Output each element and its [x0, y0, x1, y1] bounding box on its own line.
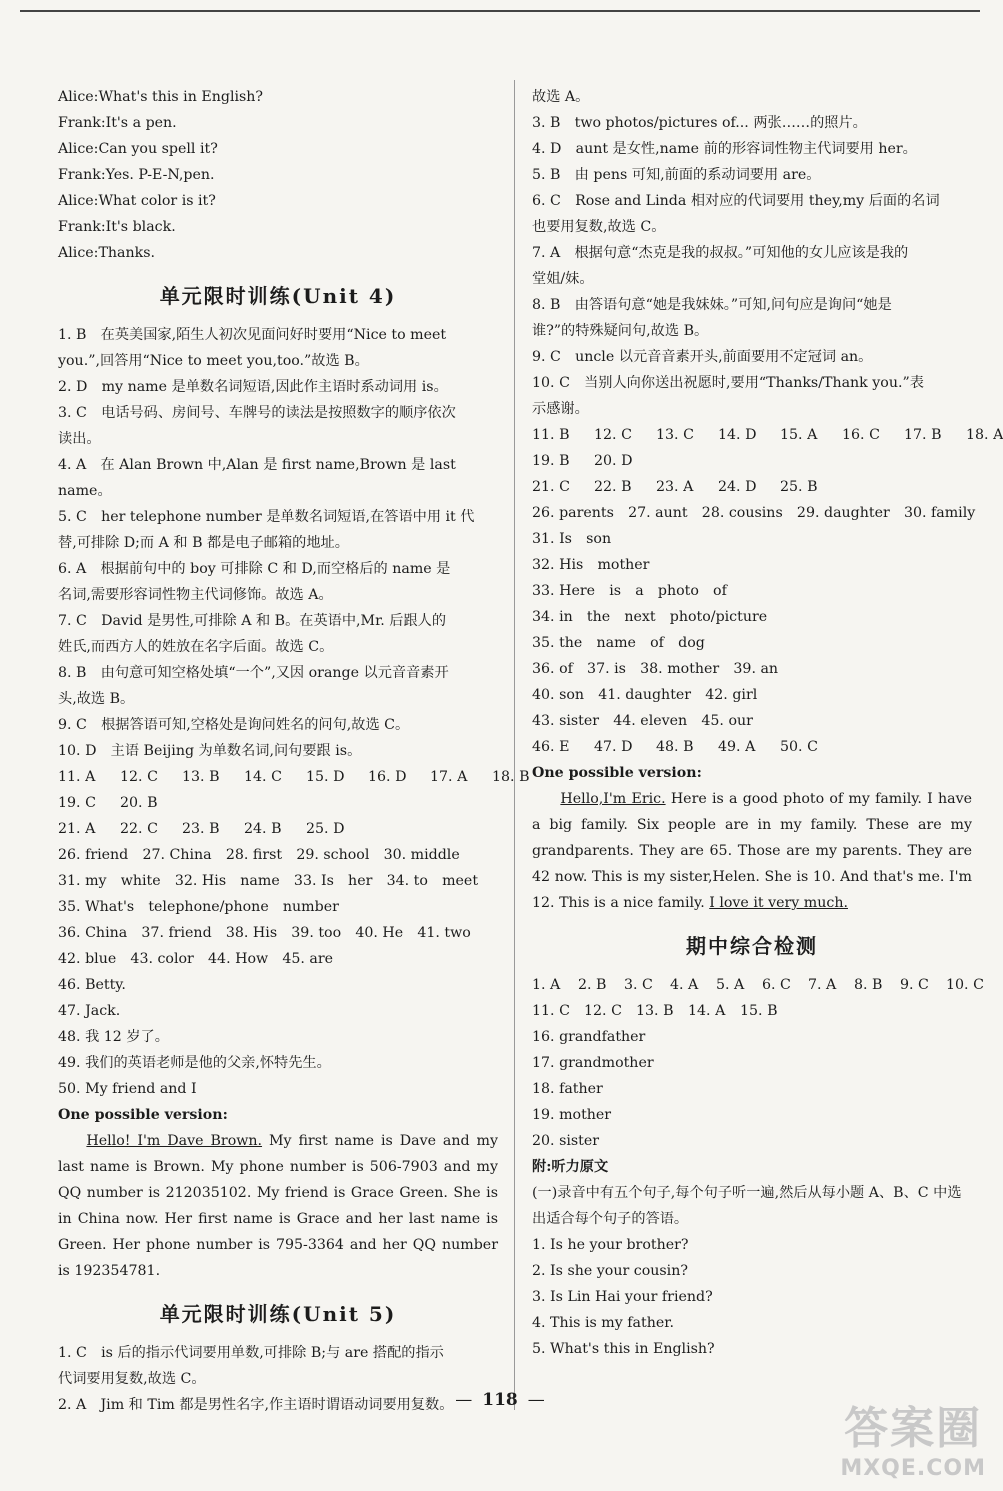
answer-cell: 3. C: [624, 977, 653, 993]
answer-cell: 16. D: [368, 769, 407, 785]
sample-essay: [58, 1128, 498, 1284]
essay-body: My first name is Dave and my last name is Brown. My phone number is 506-7903 and my QQ number is 212035102. My friend is Grace Green. She is in China now. Her first name is Grace and her last name is Green. Her phone number is 795-3364 and her QQ number is 192354781.: [58, 1133, 499, 1279]
answer-cell: 50. C: [780, 739, 818, 755]
answer-line: 34. in the next photo/picture: [532, 609, 768, 625]
answer-cell: 25. B: [780, 479, 818, 495]
answer-cell: 11. B: [532, 427, 570, 443]
answer-line: 17. grandmother: [532, 1055, 654, 1071]
unit4-heading: 单元限时训练(Unit 4): [159, 284, 397, 308]
watermark-title: 答案圈: [844, 1403, 983, 1454]
answer-line: 1. B 在英美国家,陌生人初次见面问好时要用“Nice to meet: [58, 327, 447, 343]
answer-line: 4. D aunt 是女性,name 前的形容词性物主代词要用 her。: [532, 141, 917, 157]
column-divider: [514, 80, 515, 1410]
answer-line: 26. parents 27. aunt 28. cousins 29. daughter 30. family: [532, 505, 976, 521]
answer-line: 16. grandfather: [532, 1029, 646, 1045]
answer-cell: 48. B: [656, 739, 694, 755]
answer-cell: 23. A: [656, 479, 694, 495]
dialogue-line: Frank:Yes. P-E-N,pen.: [58, 167, 215, 183]
answer-line: 4. A 在 Alan Brown 中,Alan 是 first name,Brown 是 last: [58, 457, 456, 473]
answer-cell: 1. A: [532, 977, 561, 993]
answer-cell: 15. D: [306, 769, 345, 785]
answer-line: 2. A Jim 和 Tim 都是男性名字,作主语时谓语动词要用复数。: [58, 1397, 454, 1413]
answer-line: 31. my white 32. His name 33. Is her 34. to meet: [58, 873, 479, 889]
answer-row: [532, 734, 972, 760]
answer-line: 50. My friend and I: [58, 1081, 197, 1097]
answer-line: 33. Here is a photo of: [532, 583, 727, 599]
answer-row: [532, 998, 972, 1024]
answer-line: 43. sister 44. eleven 45. our: [532, 713, 753, 729]
answer-line: 20. sister: [532, 1133, 600, 1149]
answer-line: 8. B 由答语句意“她是我妹妹。”可知,问句应是询问“她是: [532, 297, 892, 313]
answer-line: 9. C 根据答语可知,空格处是询问姓名的问句,故选 C。: [58, 717, 410, 733]
answer-line: name。: [58, 483, 112, 499]
listening-question: 2. Is she your cousin?: [532, 1263, 688, 1279]
listening-question: 1. Is he your brother?: [532, 1237, 689, 1253]
watermark-logo: [840, 1392, 986, 1481]
answer-cell: 16. C: [842, 427, 880, 443]
answer-cell: 11. A: [58, 769, 96, 785]
answer-line: 10. D 主语 Beijing 为单数名词,问句要跟 is。: [58, 743, 362, 759]
answer-cell: 24. D: [718, 479, 757, 495]
answer-line: 10. C 当别人向你送出祝愿时,要用“Thanks/Thank you.”表: [532, 375, 924, 391]
answer-cell: 49. A: [718, 739, 756, 755]
page-number: — 118 —: [455, 1390, 545, 1410]
answer-cell: 22. C: [120, 821, 158, 837]
answer-line: 8. B 由句意可知空格处填“一个”,又因 orange 以元音音素开: [58, 665, 449, 681]
answer-line: 3. C 电话号码、房间号、车牌号的读法是按照数字的顺序依次: [58, 405, 456, 421]
answer-line: 9. C uncle 以元音音素开头,前面要用不定冠词 an。: [532, 349, 873, 365]
answer-row: [532, 448, 972, 474]
answer-cell: 9. C: [900, 977, 929, 993]
answer-cell: 20. D: [594, 453, 633, 469]
answer-line: 代词要用复数,故选 C。: [58, 1371, 206, 1387]
answer-line: 堂姐/妹。: [532, 271, 594, 287]
answer-cell: 17. A: [430, 769, 468, 785]
answer-row: [532, 474, 972, 500]
answer-cell: 15. B: [740, 1003, 778, 1019]
answer-line: 2. D my name 是单数名词短语,因此作主语时系动词用 is。: [58, 379, 448, 395]
answer-line: 读出。: [58, 431, 101, 447]
answer-row: [532, 972, 984, 998]
answer-line: 5. C her telephone number 是单数名词短语,在答语中用 it 代: [58, 509, 475, 525]
essay-opening: Hello! I'm Dave Brown.: [86, 1133, 263, 1149]
answer-cell: 14. D: [718, 427, 757, 443]
listening-instruction: (一)录音中有五个句子,每个句子听一遍,然后从每小题 A、B、C 中选出适合每个句子的答语。: [532, 1185, 962, 1227]
dialogue-line: Alice:Can you spell it?: [58, 141, 218, 157]
dialogue-line: Frank:It's black.: [58, 219, 176, 235]
answer-line: 6. A 根据前句中的 boy 可排除 C 和 D,而空格后的 name 是: [58, 561, 451, 577]
answer-cell: 10. C: [946, 977, 984, 993]
answer-line: 35. the name of dog: [532, 635, 705, 651]
answer-row: [58, 816, 498, 842]
answer-cell: 17. B: [904, 427, 942, 443]
top-rule: [20, 10, 980, 12]
answer-cell: 24. B: [244, 821, 282, 837]
answer-line: 36. China 37. friend 38. His 39. too 40. He 41. two: [58, 925, 471, 941]
answer-line: 42. blue 43. color 44. How 45. are: [58, 951, 334, 967]
answer-line: 也要用复数,故选 C。: [532, 219, 666, 235]
answer-cell: 21. C: [532, 479, 570, 495]
answer-cell: 18. A: [966, 427, 1003, 443]
answer-cell: 25. D: [306, 821, 345, 837]
sample-essay: [532, 786, 972, 916]
answer-cell: 18. B: [492, 769, 530, 785]
essay-body: Here is a good photo of my family. I have a big family. Six people are in my family. These are my grandparents. They are 65. Those are my parents. They are 42 now. This is my sister,Helen. She is 10. And that's me. I'm 12. This is a nice family.: [532, 791, 972, 911]
answer-cell: 23. B: [182, 821, 220, 837]
answer-cell: 46. E: [532, 739, 570, 755]
answer-cell: 12. C: [120, 769, 158, 785]
listening-question: 5. What's this in English?: [532, 1341, 715, 1357]
answer-cell: 13. C: [656, 427, 694, 443]
answer-line: 26. friend 27. China 28. first 29. school 30. middle: [58, 847, 460, 863]
answer-line: 姓氏,而西方人的姓放在名字后面。故选 C。: [58, 639, 334, 655]
midterm-heading: 期中综合检测: [686, 934, 818, 958]
answer-line: 3. B two photos/pictures of... 两张……的照片。: [532, 115, 867, 131]
answer-cell: 4. A: [670, 977, 699, 993]
answer-cell: 47. D: [594, 739, 633, 755]
answer-cell: 12. C: [594, 427, 632, 443]
essay-opening: Hello,I'm Eric.: [560, 791, 666, 807]
answer-line: 48. 我 12 岁了。: [58, 1029, 169, 1045]
answer-line: you.”,回答用“Nice to meet you,too.”故选 B。: [58, 353, 369, 369]
answer-line: 32. His mother: [532, 557, 650, 573]
answer-cell: 15. A: [780, 427, 818, 443]
answer-line: 40. son 41. daughter 42. girl: [532, 687, 758, 703]
answer-cell: 8. B: [854, 977, 883, 993]
answer-row: [58, 790, 498, 816]
possible-version-label: One possible version:: [58, 1107, 228, 1123]
answer-cell: 19. B: [532, 453, 570, 469]
appendix-label: 附:听力原文: [532, 1159, 609, 1175]
answer-cell: 14. A: [688, 1003, 726, 1019]
answer-cell: 7. A: [808, 977, 837, 993]
answer-line: 替,可排除 D;而 A 和 B 都是电子邮箱的地址。: [58, 535, 349, 551]
answer-cell: 2. B: [578, 977, 607, 993]
answer-cell: 11. C: [532, 1003, 570, 1019]
answer-cell: 13. B: [636, 1003, 674, 1019]
answer-line: 谁?”的特殊疑问句,故选 B。: [532, 323, 709, 339]
answer-line: 36. of 37. is 38. mother 39. an: [532, 661, 779, 677]
possible-version-label: One possible version:: [532, 765, 702, 781]
answer-cell: 6. C: [762, 977, 791, 993]
page-number-value: 118: [482, 1390, 518, 1410]
listening-question: 4. This is my father.: [532, 1315, 674, 1331]
answer-line: 示感谢。: [532, 401, 589, 417]
right-column: [532, 84, 1003, 1362]
unit5-heading: 单元限时训练(Unit 5): [159, 1302, 397, 1326]
answer-line: 1. C is 后的指示代词要用单数,可排除 B;与 are 搭配的指示: [58, 1345, 444, 1361]
answer-row: [58, 764, 530, 790]
answer-cell: 20. B: [120, 795, 158, 811]
answer-cell: 19. C: [58, 795, 96, 811]
answer-cell: 22. B: [594, 479, 632, 495]
watermark-url: MXQE.COM: [840, 1456, 986, 1481]
dialogue-line: Frank:It's a pen.: [58, 115, 177, 131]
answer-line: 6. C Rose and Linda 相对应的代词要用 they,my 后面的名词: [532, 193, 940, 209]
answer-line: 19. mother: [532, 1107, 612, 1123]
answer-line: 46. Betty.: [58, 977, 126, 993]
answer-line: 7. C David 是男性,可排除 A 和 B。在英语中,Mr. 后跟人的: [58, 613, 447, 629]
answer-line: 49. 我们的英语老师是他的父亲,怀特先生。: [58, 1055, 331, 1071]
answer-line: 故选 A。: [532, 89, 590, 105]
dialogue-line: Alice:What's this in English?: [58, 89, 264, 105]
answer-line: 47. Jack.: [58, 1003, 121, 1019]
answer-line: 7. A 根据句意“杰克是我的叔叔。”可知他的女儿应该是我的: [532, 245, 909, 261]
listening-question: 3. Is Lin Hai your friend?: [532, 1289, 713, 1305]
dialogue-line: Alice:Thanks.: [58, 245, 156, 261]
answer-line: 5. B 由 pens 可知,前面的系动词要用 are。: [532, 167, 821, 183]
answer-line: 18. father: [532, 1081, 603, 1097]
answer-cell: 21. A: [58, 821, 96, 837]
answer-cell: 13. B: [182, 769, 220, 785]
answer-cell: 12. C: [584, 1003, 622, 1019]
answer-line: 31. Is son: [532, 531, 612, 547]
answer-cell: 5. A: [716, 977, 745, 993]
answer-cell: 14. C: [244, 769, 282, 785]
answer-line: 名词,需要形容词性物主代词修饰。故选 A。: [58, 587, 333, 603]
dialogue-line: Alice:What color is it?: [58, 193, 216, 209]
essay-ending: I love it very much.: [709, 895, 848, 911]
answer-row: [532, 422, 1003, 448]
answer-line: 35. What's telephone/phone number: [58, 899, 339, 915]
answer-line: 头,故选 B。: [58, 691, 135, 707]
